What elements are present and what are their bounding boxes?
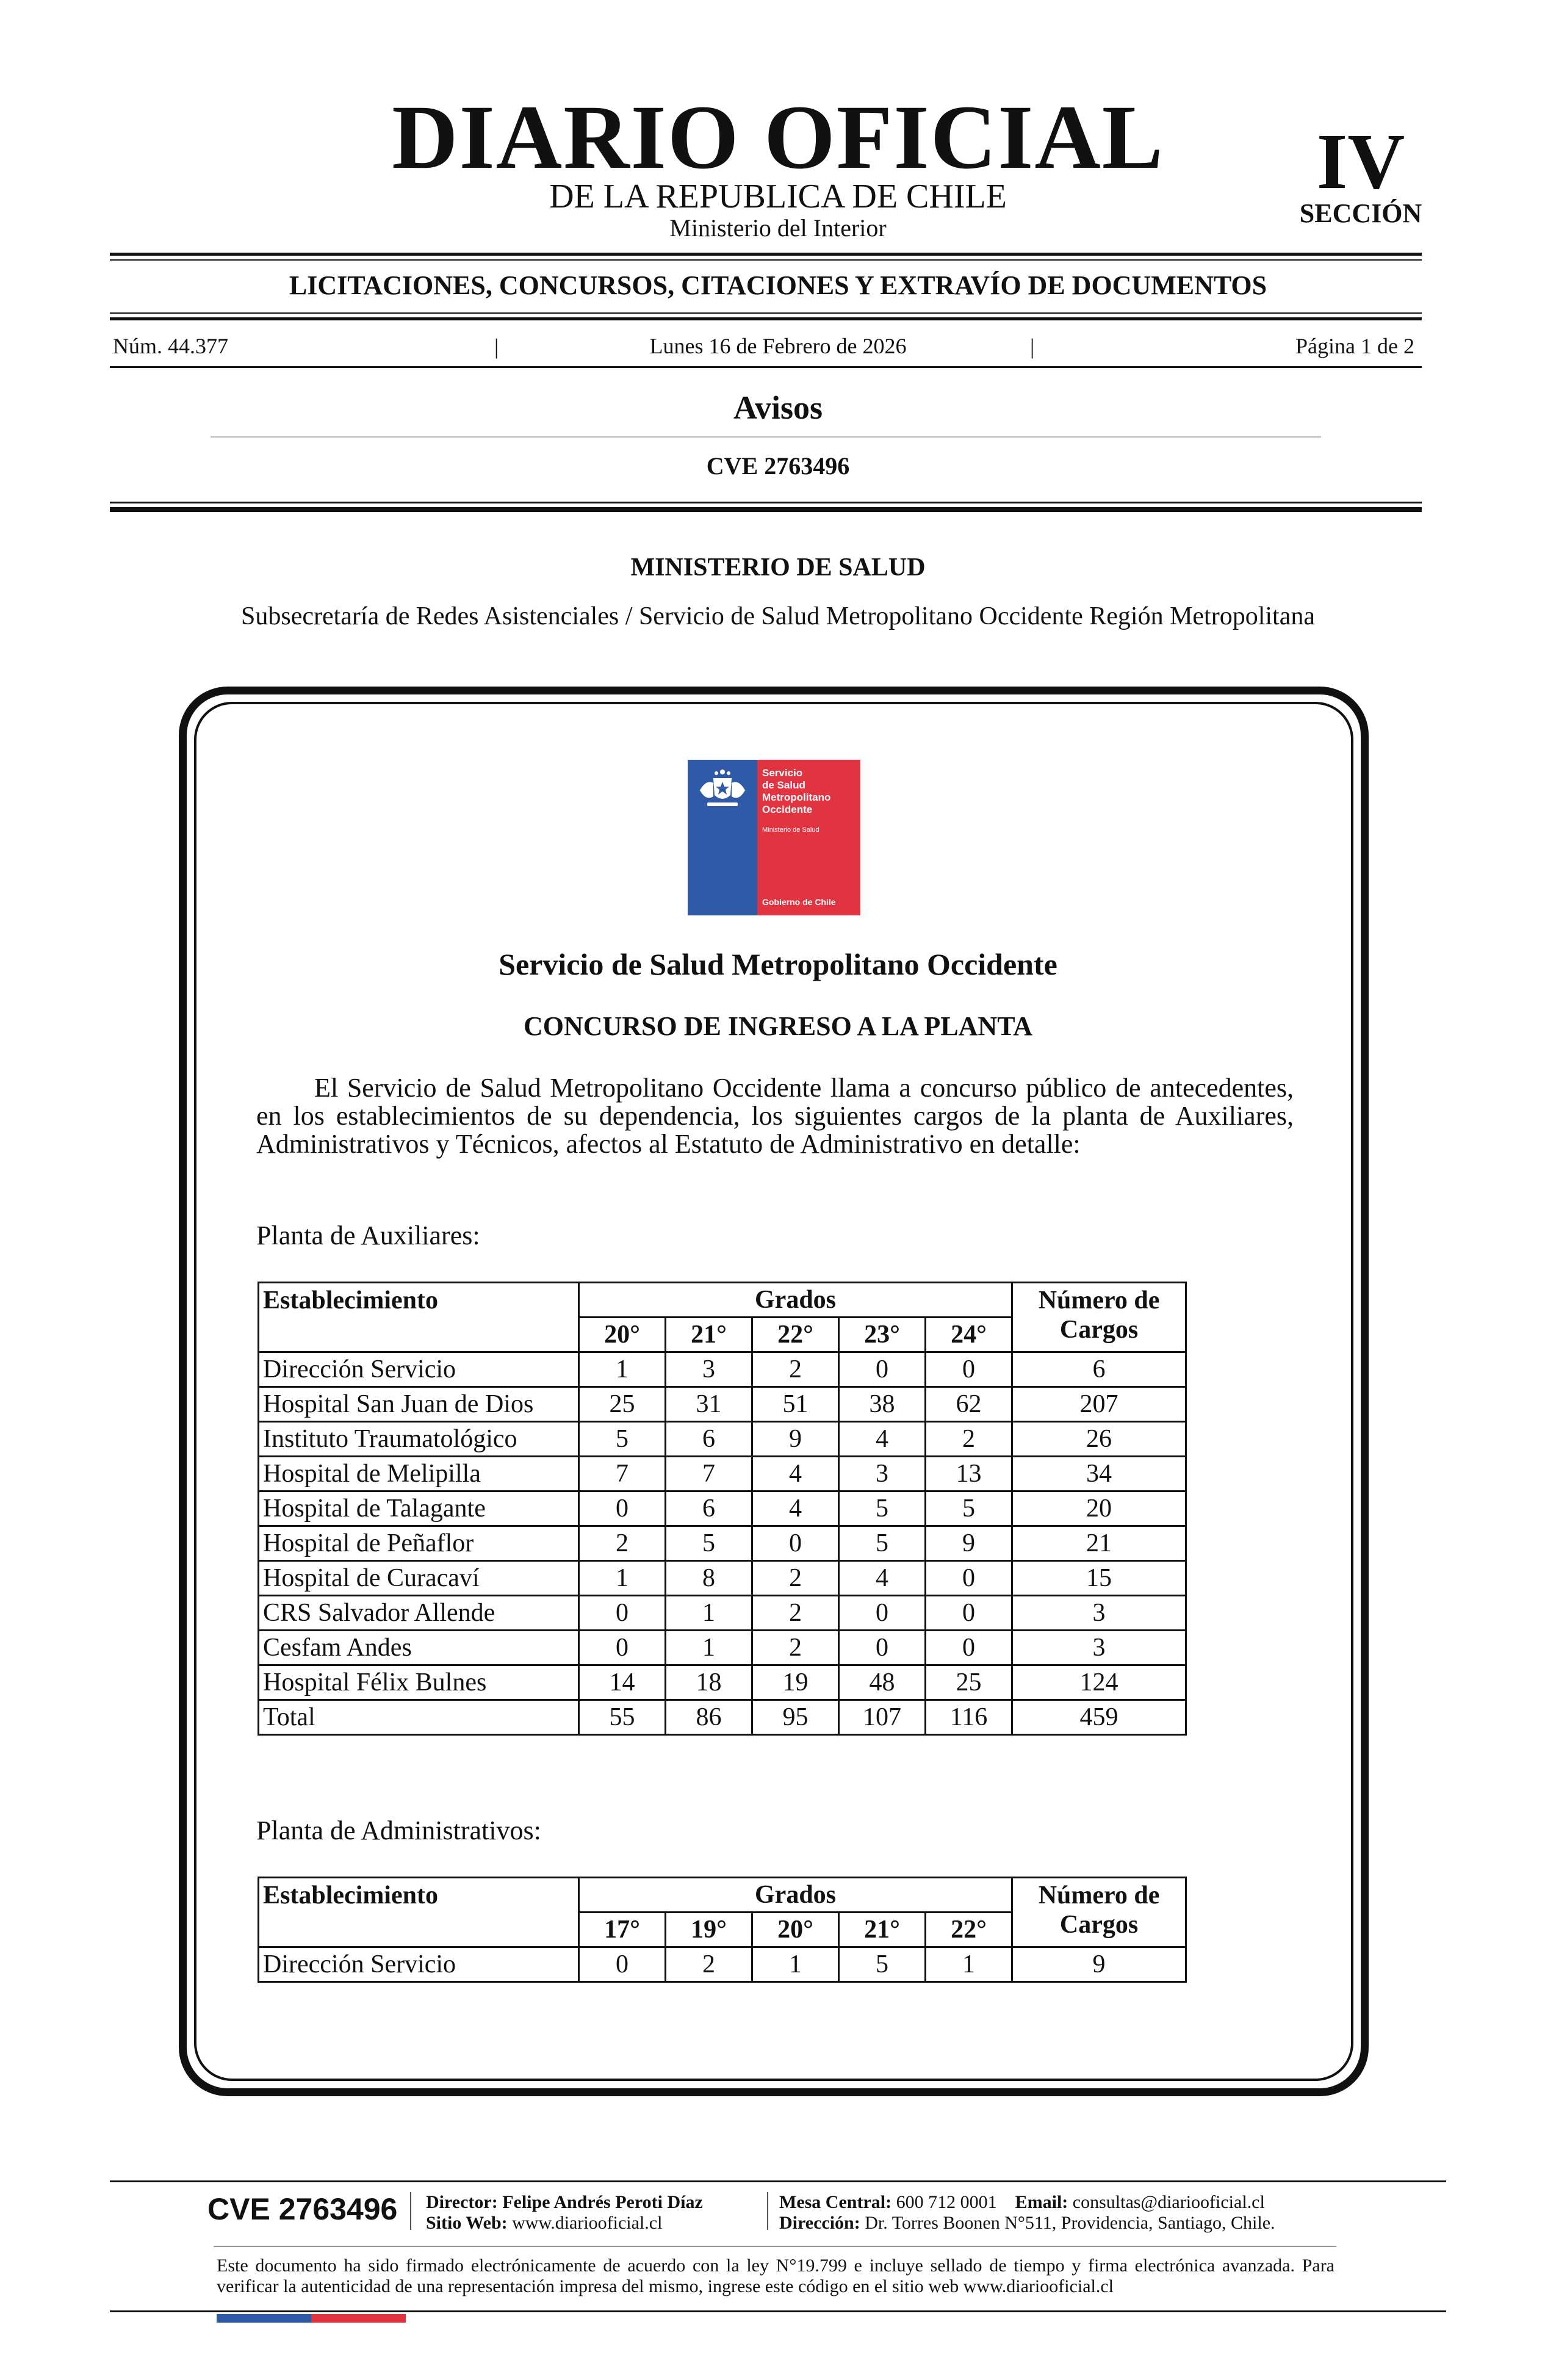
grade-value-cell: 2: [752, 1596, 839, 1631]
grade-value-cell: 0: [579, 1596, 666, 1631]
planta-administrativos-heading: Planta de Administrativos:: [256, 1816, 541, 1845]
col-establecimiento: Establecimiento: [259, 1283, 579, 1352]
cargos-total-cell: 3: [1012, 1631, 1186, 1665]
grade-value-cell: 0: [839, 1631, 926, 1665]
grade-value-cell: 0: [839, 1352, 926, 1387]
coat-of-arms-icon: [695, 766, 750, 813]
grade-value-cell: 6: [666, 1422, 752, 1457]
web-link[interactable]: www.diariooficial.cl: [512, 2213, 663, 2233]
grade-value-cell: 1: [666, 1596, 752, 1631]
grade-value-cell: 0: [579, 1491, 666, 1526]
grade-value-cell: 0: [926, 1596, 1012, 1631]
grade-value-cell: 9: [926, 1526, 1012, 1561]
grade-value-cell: 4: [839, 1561, 926, 1596]
footer-legal-text: Este documento ha sido firmado electrónicamente de acuerdo con la ley N°19.799 e incluye sellado de tiempo y firma electrónica avanzada. Para verificar la autenticidad de una representación impresa del mismo, ingrese este código en el sitio web www.diariooficial.cl: [217, 2256, 1334, 2296]
grade-value-cell: 3: [839, 1457, 926, 1491]
logo-text-line: Metropolitano: [762, 792, 831, 803]
grade-header: 20°: [752, 1913, 839, 1947]
col-numero-cargos: Número de Cargos: [1012, 1283, 1186, 1352]
establecimiento-cell: Dirección Servicio: [259, 1947, 579, 1982]
administrativos-table: [258, 1877, 1187, 1983]
grade-header: 22°: [926, 1913, 1012, 1947]
grade-value-cell: 4: [752, 1457, 839, 1491]
grade-header: 23°: [839, 1318, 926, 1352]
newspaper-subtitle: DE LA REPUBLICA DE CHILE: [549, 178, 1007, 215]
logo-ministry-line: Ministerio de Salud: [762, 826, 819, 834]
grade-value-cell: 14: [579, 1665, 666, 1700]
grade-header: 24°: [926, 1318, 1012, 1352]
grade-value-cell: 1: [752, 1947, 839, 1982]
section-number: IV: [1316, 118, 1405, 206]
grade-value-cell: 5: [666, 1526, 752, 1561]
table-row: [259, 1596, 1186, 1631]
table-row: [259, 1526, 1186, 1561]
cargos-total-cell: 6: [1012, 1352, 1186, 1387]
grade-value-cell: 1: [666, 1631, 752, 1665]
grade-value-cell: 7: [666, 1457, 752, 1491]
grade-value-cell: 0: [926, 1352, 1012, 1387]
grade-value-cell: 3: [666, 1352, 752, 1387]
address-label: Dirección:: [779, 2213, 860, 2233]
issue-number: Núm. 44.377: [113, 334, 228, 358]
grade-value-cell: 7: [579, 1457, 666, 1491]
planta-auxiliares-heading: Planta de Auxiliares:: [256, 1221, 480, 1250]
grade-value-cell: 6: [666, 1491, 752, 1526]
grade-value-cell: 0: [839, 1596, 926, 1631]
grade-value-cell: 1: [579, 1352, 666, 1387]
service-title: Servicio de Salud Metropolitano Occidente: [499, 947, 1057, 981]
cargos-total-cell: 20: [1012, 1491, 1186, 1526]
grade-value-cell: 5: [839, 1526, 926, 1561]
mesa-phone: 600 712 0001: [896, 2192, 997, 2212]
grade-value-cell: 2: [752, 1352, 839, 1387]
avisos-rule: [211, 436, 1321, 438]
mesa-label: Mesa Central:: [779, 2192, 892, 2212]
flag-stripe-blue: [217, 2314, 311, 2323]
footer-rule-bottom: [110, 2310, 1446, 2312]
grade-value-cell: 8: [666, 1561, 752, 1596]
web-label: Sitio Web:: [426, 2213, 508, 2233]
logo-text-line: Occidente: [762, 804, 813, 815]
grade-header: 20°: [579, 1318, 666, 1352]
grade-value-cell: 25: [926, 1665, 1012, 1700]
grade-header: 17°: [579, 1913, 666, 1947]
issue-date: Lunes 16 de Febrero de 2026: [649, 334, 907, 358]
newspaper-ministry: Ministerio del Interior: [669, 214, 887, 242]
banner-rule-thin: [110, 312, 1422, 314]
table-row: [259, 1631, 1186, 1665]
establecimiento-cell: Hospital San Juan de Dios: [259, 1387, 579, 1422]
grade-value-cell: 5: [839, 1947, 926, 1982]
grade-value-cell: 31: [666, 1387, 752, 1422]
establecimiento-cell: Hospital de Curacaví: [259, 1561, 579, 1596]
table-row: [259, 1422, 1186, 1457]
grade-value-cell: 2: [752, 1631, 839, 1665]
grade-value-cell: 0: [926, 1631, 1012, 1665]
banner-rule-thick: [110, 317, 1422, 320]
col-numero-cargos: Número de Cargos: [1012, 1878, 1186, 1947]
grade-value-cell: 4: [752, 1491, 839, 1526]
grade-value-cell: 116: [926, 1700, 1012, 1735]
footer-divider: [767, 2192, 768, 2230]
establecimiento-cell: Instituto Traumatológico: [259, 1422, 579, 1457]
col-grados: Grados: [579, 1283, 1012, 1318]
masthead-rule-thick: [110, 253, 1422, 256]
director-label: Director:: [426, 2192, 498, 2212]
col-establecimiento: Establecimiento: [259, 1878, 579, 1947]
table-row: [259, 1947, 1186, 1982]
cargos-total-cell: 26: [1012, 1422, 1186, 1457]
logo-text-line: de Salud: [762, 779, 805, 791]
director-name: Felipe Andrés Peroti Díaz: [502, 2192, 703, 2212]
establecimiento-cell: Hospital Félix Bulnes: [259, 1665, 579, 1700]
grade-value-cell: 86: [666, 1700, 752, 1735]
logo-text-line: Servicio: [762, 767, 803, 779]
cargos-total-cell: 34: [1012, 1457, 1186, 1491]
separator-bar: |: [1030, 334, 1035, 359]
grade-value-cell: 5: [839, 1491, 926, 1526]
grade-value-cell: 55: [579, 1700, 666, 1735]
email-label: Email:: [1015, 2192, 1068, 2212]
grade-value-cell: 107: [839, 1700, 926, 1735]
concurso-title: CONCURSO DE INGRESO A LA PLANTA: [523, 1011, 1033, 1041]
cargos-total-cell: 21: [1012, 1526, 1186, 1561]
footer-rule-mid: [214, 2246, 1336, 2247]
cve-rule-thin: [110, 502, 1422, 503]
table-row: [259, 1457, 1186, 1491]
grade-value-cell: 4: [839, 1422, 926, 1457]
logo-government-line: Gobierno de Chile: [762, 897, 836, 907]
establecimiento-cell: Dirección Servicio: [259, 1352, 579, 1387]
footer-rule-top: [110, 2180, 1446, 2182]
grade-value-cell: 1: [579, 1561, 666, 1596]
service-logo: [688, 760, 860, 915]
grade-value-cell: 0: [579, 1947, 666, 1982]
grade-value-cell: 51: [752, 1387, 839, 1422]
grade-header: 22°: [752, 1318, 839, 1352]
cargos-total-cell: 124: [1012, 1665, 1186, 1700]
footer-cve: CVE 2763496: [207, 2192, 398, 2226]
grade-value-cell: 95: [752, 1700, 839, 1735]
establecimiento-cell: Hospital de Peñaflor: [259, 1526, 579, 1561]
grade-value-cell: 25: [579, 1387, 666, 1422]
newspaper-title: DIARIO OFICIAL: [392, 87, 1164, 188]
grade-value-cell: 2: [926, 1422, 1012, 1457]
footer-divider: [410, 2192, 411, 2230]
cargos-total-cell: 15: [1012, 1561, 1186, 1596]
auxiliares-table: [258, 1282, 1187, 1736]
grade-value-cell: 1: [926, 1947, 1012, 1982]
ministry-heading: MINISTERIO DE SALUD: [630, 554, 926, 582]
cve-code: CVE 2763496: [706, 452, 850, 480]
address-value: Dr. Torres Boonen N°511, Providencia, Santiago, Chile.: [865, 2213, 1275, 2233]
section-label: SECCIÓN: [1299, 198, 1422, 228]
establecimiento-cell: Hospital de Talagante: [259, 1491, 579, 1526]
table-row: [259, 1491, 1186, 1526]
grade-value-cell: 38: [839, 1387, 926, 1422]
grade-value-cell: 2: [579, 1526, 666, 1561]
date-rule: [110, 366, 1422, 368]
grade-value-cell: 0: [926, 1561, 1012, 1596]
notice-kind: Avisos: [733, 389, 823, 426]
flag-stripe-red: [311, 2314, 406, 2323]
grade-value-cell: 48: [839, 1665, 926, 1700]
grade-header: 21°: [839, 1913, 926, 1947]
grade-header: 19°: [666, 1913, 752, 1947]
table-row: [259, 1665, 1186, 1700]
cargos-total-cell: 207: [1012, 1387, 1186, 1422]
table-row: [259, 1700, 1186, 1735]
grade-value-cell: 5: [926, 1491, 1012, 1526]
footer-contact-left: [426, 2192, 703, 2234]
footer-contact-right: [779, 2192, 1275, 2234]
page-number: Página 1 de 2: [1295, 334, 1414, 358]
cargos-total-cell: 459: [1012, 1700, 1186, 1735]
grade-value-cell: 5: [579, 1422, 666, 1457]
grade-value-cell: 62: [926, 1387, 1012, 1422]
grade-value-cell: 2: [752, 1561, 839, 1596]
table-row: [259, 1352, 1186, 1387]
subsecretaria-line: Subsecretaría de Redes Asistenciales / Servicio de Salud Metropolitano Occidente Región Metropolitana: [240, 602, 1316, 630]
cargos-total-cell: 9: [1012, 1947, 1186, 1982]
table-row: [259, 1561, 1186, 1596]
establecimiento-cell: CRS Salvador Allende: [259, 1596, 579, 1631]
grade-value-cell: 9: [752, 1422, 839, 1457]
establecimiento-cell: Total: [259, 1700, 579, 1735]
col-grados: Grados: [579, 1878, 1012, 1913]
separator-bar: |: [494, 334, 499, 359]
grade-value-cell: 13: [926, 1457, 1012, 1491]
establecimiento-cell: Hospital de Melipilla: [259, 1457, 579, 1491]
table-row: [259, 1387, 1186, 1422]
grade-value-cell: 0: [579, 1631, 666, 1665]
grade-value-cell: 0: [752, 1526, 839, 1561]
notice-paragraph: El Servicio de Salud Metropolitano Occidente llama a concurso público de antecedentes, en los establecimientos de su dependencia, los siguientes cargos de la planta de Auxiliares, Administrativos y Técnicos, afectos al Estatuto de Administrativo en detalle:: [256, 1073, 1294, 1159]
cargos-total-cell: 3: [1012, 1596, 1186, 1631]
grade-value-cell: 18: [666, 1665, 752, 1700]
establecimiento-cell: Cesfam Andes: [259, 1631, 579, 1665]
section-banner: LICITACIONES, CONCURSOS, CITACIONES Y EXTRAVÍO DE DOCUMENTOS: [289, 270, 1267, 300]
email-link[interactable]: consultas@diariooficial.cl: [1072, 2192, 1265, 2212]
grade-header: 21°: [666, 1318, 752, 1352]
grade-value-cell: 19: [752, 1665, 839, 1700]
masthead-rule-thin: [110, 259, 1422, 261]
grade-value-cell: 2: [666, 1947, 752, 1982]
cve-rule-thick: [110, 507, 1422, 512]
